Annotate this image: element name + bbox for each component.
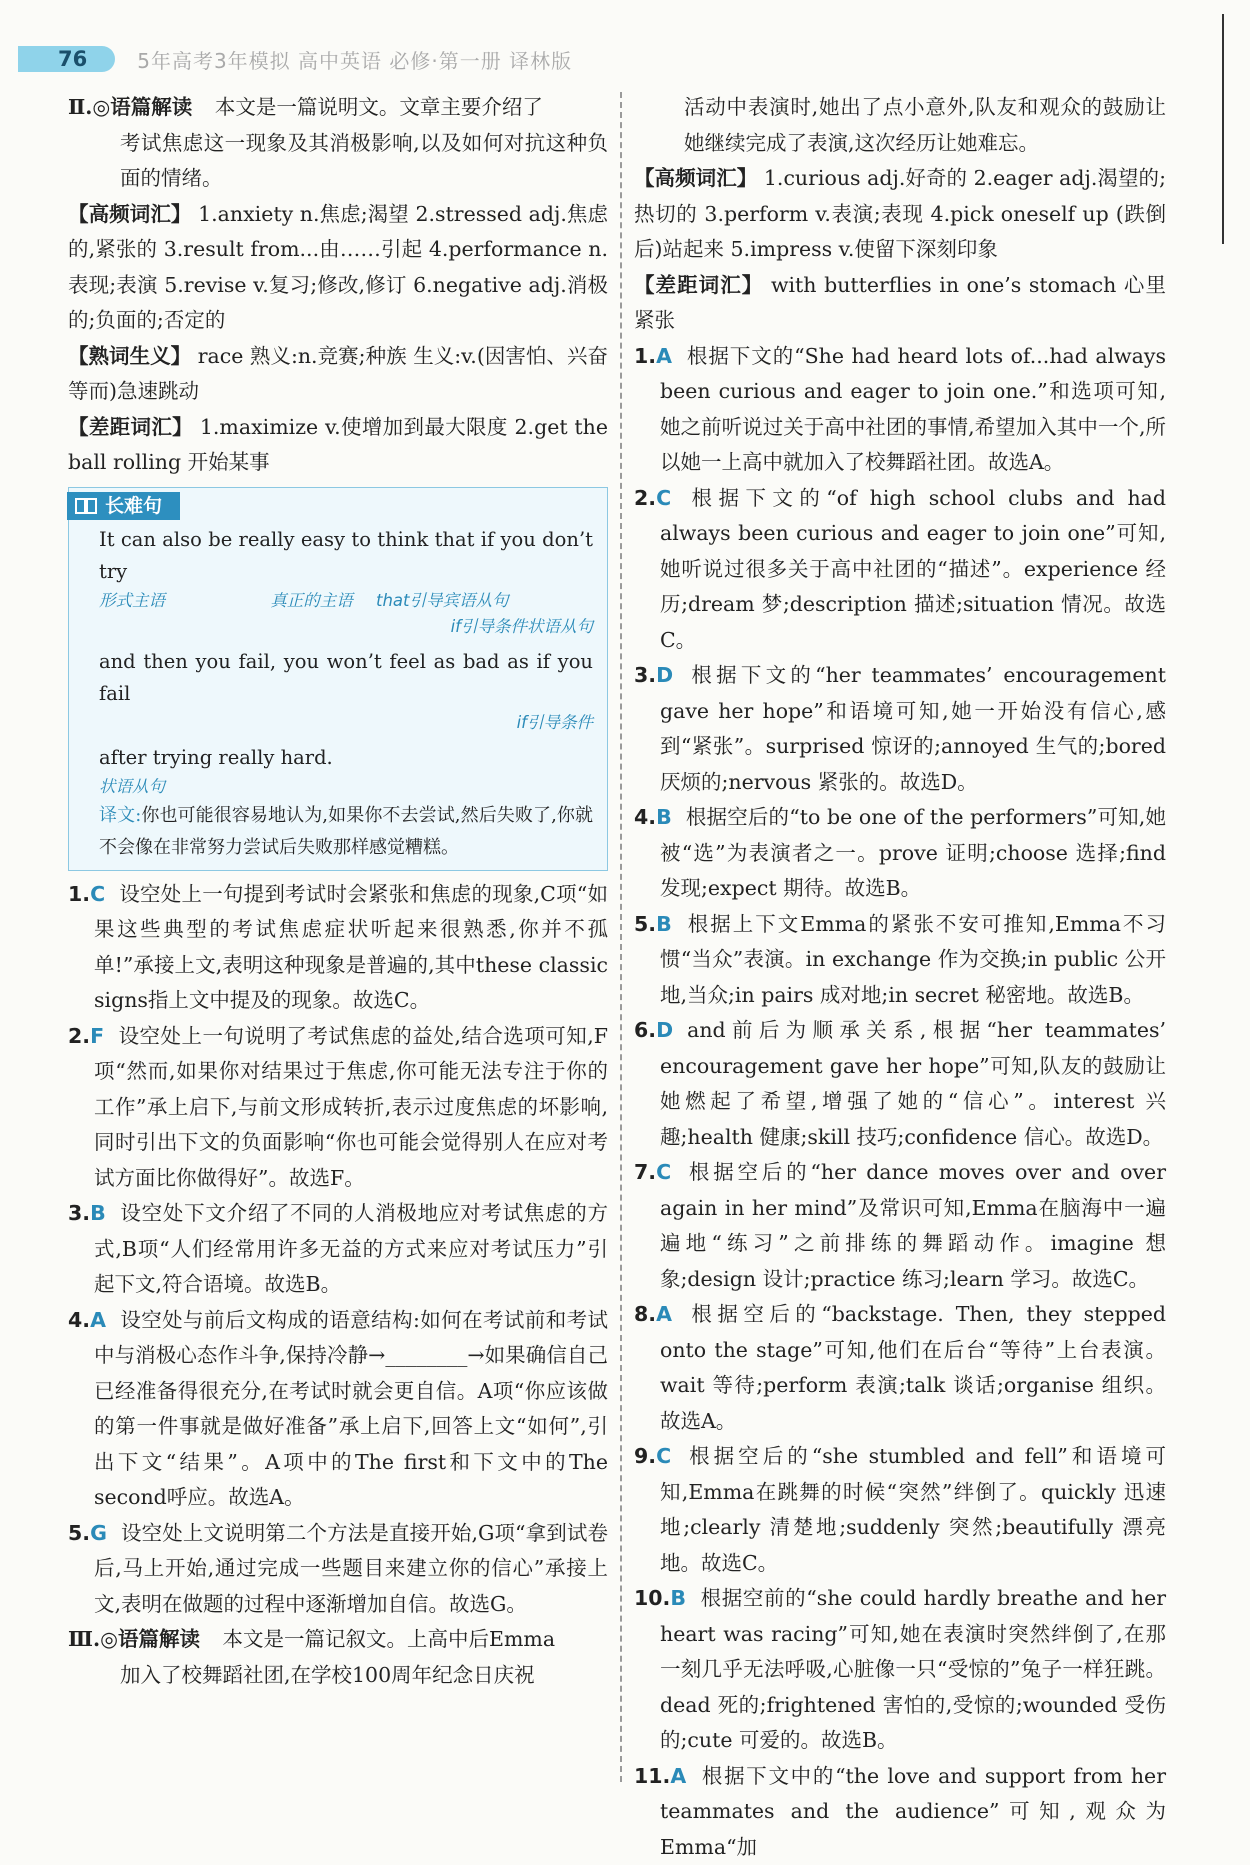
answer-item: [634, 1155, 1166, 1297]
question-number: 3.: [634, 663, 656, 687]
annotation-formal-subject: 形式主语: [99, 588, 165, 614]
right-vocab-label: 【高频词汇】: [634, 166, 757, 190]
column-divider: [620, 92, 622, 1782]
answer-letter: D: [656, 663, 673, 687]
explanation-text: and前后为顺承关系,根据“her teammates’ encouragement gave her hope”可知,队友的鼓励让她燃起了希望,增强了她的“信心”。interest 兴趣;health 健康;skill 技巧;confidence 信心。故选D。: [660, 1018, 1166, 1149]
explanation-text: 根据下文的“of high school clubs and had always been curious and eager to join one”可知,她听说过很多关于高中社团的“描述”。experience 经历;dream 梦;description 描述;situation 情况。故选C。: [660, 486, 1166, 652]
right-chaju-label: 【差距词汇】: [634, 273, 763, 297]
answer-letter: A: [670, 1764, 686, 1788]
section2-summary-line1: 本文是一篇说明文。文章主要介绍了: [215, 95, 543, 119]
chaju-label: 【差距词汇】: [68, 415, 193, 439]
page-header: [18, 44, 572, 74]
long-sentence-box: [68, 487, 608, 871]
answer-item: [68, 1196, 608, 1303]
answer-item: [634, 658, 1166, 800]
question-number: 3.: [68, 1201, 90, 1225]
section3-summary: [68, 1622, 608, 1658]
annotation-row1: [69, 588, 607, 614]
vocab-block: [68, 197, 608, 339]
section3-summary-line1: 本文是一篇记叙文。上高中后Emma: [223, 1627, 556, 1651]
explanation-text: 根据下文的“her teammates’ encouragement gave her hope”和语境可知,她一开始没有信心,感到“紧张”。surprised 惊讶的;annoyed 生气的;bored 厌烦的;nervous 紧张的。故选D。: [660, 663, 1166, 794]
long-sentence-tag: [67, 492, 180, 520]
answer-item: [634, 1013, 1166, 1155]
answer-letter: C: [656, 486, 671, 510]
translation-text: 你也可能很容易地认为,如果你不去尝试,然后失败了,你就不会像在非常努力尝试后失败那样感觉糟糕。: [99, 805, 593, 858]
answer-letter: A: [90, 1308, 106, 1332]
translation-label: 译文:: [99, 805, 141, 826]
section3-summary-cont: 活动中表演时,她出了点小意外,队友和观众的鼓励让她继续完成了表演,这次经历让她难忘。: [634, 90, 1166, 161]
question-number: 4.: [68, 1308, 90, 1332]
explanation-text: 设空处下文介绍了不同的人消极地应对考试焦虑的方式,B项“人们经常用许多无益的方式来应对考试压力”引起下文,符合语境。故选B。: [94, 1201, 608, 1296]
question-number: 1.: [68, 882, 90, 906]
explanation-text: 根据空后的“to be one of the performers”可知,她被“选”为表演者之一。prove 证明;choose 选择;find 发现;expect 期待。故选B。: [660, 805, 1166, 900]
answer-item: [68, 1303, 608, 1516]
right-column: [634, 90, 1166, 1865]
shuci-block: [68, 339, 608, 410]
shuci-text: race 熟义:n.竞赛;种族 生义:v.(因害怕、兴奋等而)急速跳动: [68, 344, 608, 404]
shuci-label: 【熟词生义】: [68, 344, 191, 368]
answer-letter: C: [656, 1160, 671, 1184]
answer-item: [634, 907, 1166, 1014]
question-number: 5.: [68, 1521, 90, 1545]
question-number: 7.: [634, 1160, 656, 1184]
answer-item: [634, 1581, 1166, 1759]
explanation-text: 根据空前的“she could hardly breathe and her heart was racing”可知,她在表演时突然绊倒了,在那一刻几乎无法呼吸,心脏像一只“受惊的”兔子一样狂跳。dead 死的;frightened 害怕的,受惊的;wounded 受伤的;cute 可爱的。故选B。: [660, 1586, 1166, 1752]
question-number: 6.: [634, 1018, 656, 1042]
explanation-text: 设空处与前后文构成的语意结构:如何在考试前和考试中与消极心态作斗争,保持冷静→________→如果确信自己已经准备得很充分,在考试时就会更自信。A项“你应该做的第一件事就是做好准备”承上启下,回答上文“如何”,引出下文“结果”。A项中的The first和下文中的The second呼应。故选A。: [94, 1308, 608, 1510]
annotation-row2: [69, 710, 607, 736]
left-answer-list: [68, 877, 608, 1623]
question-number: 9.: [634, 1444, 656, 1468]
answer-letter: A: [656, 1302, 672, 1326]
right-chaju-text: with butterflies in one’s stomach 心里紧张: [634, 273, 1166, 333]
long-sentence-line1: It can also be really easy to think that if you don’t try: [69, 524, 607, 588]
answer-item: [68, 1516, 608, 1623]
right-answer-list: [634, 339, 1166, 1865]
annotation-row3: [69, 774, 607, 800]
answer-letter: B: [656, 805, 672, 829]
answer-item: [634, 800, 1166, 907]
long-sentence-tag-label: 长难句: [105, 495, 162, 517]
answer-letter: G: [90, 1521, 107, 1545]
question-number: 4.: [634, 805, 656, 829]
explanation-text: 根据下文中的“the love and support from her teammates and the audience”可知,观众为Emma“加: [660, 1764, 1166, 1859]
annotation-row1b: [69, 614, 607, 640]
answer-item: [68, 877, 608, 1019]
long-sentence-line2: and then you fail, you won’t feel as bad as if you fail: [69, 646, 607, 710]
answer-letter: C: [90, 882, 105, 906]
annotation-adverbial-clause: 状语从句: [99, 774, 165, 800]
edge-line: [1222, 14, 1224, 244]
vocab-label: 【高频词汇】: [68, 202, 192, 226]
answer-letter: B: [656, 912, 672, 936]
section2-summary: [68, 90, 608, 126]
annotation-if-condition: if引导条件: [517, 710, 593, 736]
page-number: 76: [18, 46, 115, 72]
chaju-block: [68, 410, 608, 481]
question-number: 5.: [634, 912, 656, 936]
question-number: 2.: [634, 486, 656, 510]
right-vocab-text: 1.curious adj.好奇的 2.eager adj.渴望的;热切的 3.perform v.表演;表现 4.pick oneself up (跌倒后)站起来 5.impress v.使留下深刻印象: [634, 166, 1166, 261]
answer-letter: B: [90, 1201, 106, 1225]
question-number: 1.: [634, 344, 656, 368]
right-vocab-block: [634, 161, 1166, 268]
vocab-text: 1.anxiety n.焦虑;渴望 2.stressed adj.焦虑的,紧张的 3.result from...由……引起 4.performance n.表现;表演 5.revise v.复习;修改,修订 6.negative adj.消极的;负面的;否定的: [68, 202, 608, 333]
explanation-text: 根据上下文Emma的紧张不安可推知,Emma不习惯“当众”表演。in exchange 作为交换;in public 公开地,当众;in pairs 成对地;in secret 秘密地。故选B。: [660, 912, 1166, 1007]
explanation-text: 根据空后的“backstage. Then, they stepped onto the stage”可知,他们在后台“等待”上台表演。wait 等待;perform 表演;talk 谈话;organise 组织。故选A。: [660, 1302, 1166, 1433]
question-number: 2.: [68, 1024, 90, 1048]
explanation-text: 设空处上一句提到考试时会紧张和焦虑的现象,C项“如果这些典型的考试焦虑症状听起来很熟悉,你并不孤单!”承接上文,表明这种现象是普遍的,其中these classic signs指上文中提及的现象。故选C。: [94, 882, 608, 1013]
section3-summary-line2: 加入了校舞蹈社团,在学校100周年纪念日庆祝: [68, 1658, 608, 1694]
chaju-text: 1.maximize v.使增加到最大限度 2.get the ball rolling 开始某事: [68, 415, 608, 475]
answer-letter: B: [670, 1586, 686, 1610]
question-number: 10.: [634, 1586, 670, 1610]
answer-letter: F: [90, 1024, 104, 1048]
section2-summary-rest: 考试焦虑这一现象及其消极影响,以及如何对抗这种负面的情绪。: [68, 126, 608, 197]
long-sentence-line3: after trying really hard.: [69, 742, 607, 774]
breadcrumb: 5年高考3年模拟 高中英语 必修·第一册 译林版: [137, 45, 572, 74]
book-icon: [75, 498, 97, 514]
question-number: 8.: [634, 1302, 656, 1326]
right-chaju-block: [634, 268, 1166, 339]
question-number: 11.: [634, 1764, 670, 1788]
explanation-text: 根据空后的“her dance moves over and over again in her mind”及常识可知,Emma在脑海中一遍遍地“练习”之前排练的舞蹈动作。imagine 想象;design 设计;practice 练习;learn 学习。故选C。: [660, 1160, 1166, 1291]
answer-item: [634, 1297, 1166, 1439]
answer-item: [634, 1439, 1166, 1581]
answer-item: [68, 1019, 608, 1197]
answer-item: [634, 1759, 1166, 1865]
section3-head: Ⅲ.◎语篇解读: [68, 1627, 200, 1651]
annotation-if-clause: if引导条件状语从句: [451, 614, 593, 640]
answer-letter: D: [656, 1018, 673, 1042]
answer-letter: A: [656, 344, 672, 368]
annotation-real-subject: 真正的主语: [270, 588, 353, 614]
answer-letter: C: [656, 1444, 671, 1468]
annotation-object-clause: that引导宾语从句: [376, 588, 509, 614]
explanation-text: 设空处上一句说明了考试焦虑的益处,结合选项可知,F项“然而,如果你对结果过于焦虑,你可能无法专注于你的工作”承上启下,与前文形成转折,表示过度焦虑的坏影响,同时引出下文的负面影响“你也可能会觉得别人在应对考试方面比你做得好”。故选F。: [94, 1024, 608, 1190]
answer-item: [634, 339, 1166, 481]
left-column: [68, 90, 608, 1693]
answer-item: [634, 481, 1166, 659]
section2-head: Ⅱ.◎语篇解读: [68, 95, 192, 119]
translation: [69, 800, 607, 864]
explanation-text: 根据下文的“She had heard lots of...had always been curious and eager to join one.”和选项可知,她之前听说过关于高中社团的事情,希望加入其中一个,所以她一上高中就加入了校舞蹈社团。故选A。: [660, 344, 1166, 475]
explanation-text: 根据空后的“she stumbled and fell”和语境可知,Emma在跳舞的时候“突然”绊倒了。quickly 迅速地;clearly 清楚地;suddenly 突然;beautifully 漂亮地。故选C。: [660, 1444, 1166, 1575]
explanation-text: 设空处上文说明第二个方法是直接开始,G项“拿到试卷后,马上开始,通过完成一些题目来建立你的信心”承接上文,表明在做题的过程中逐渐增加自信。故选G。: [94, 1521, 608, 1616]
